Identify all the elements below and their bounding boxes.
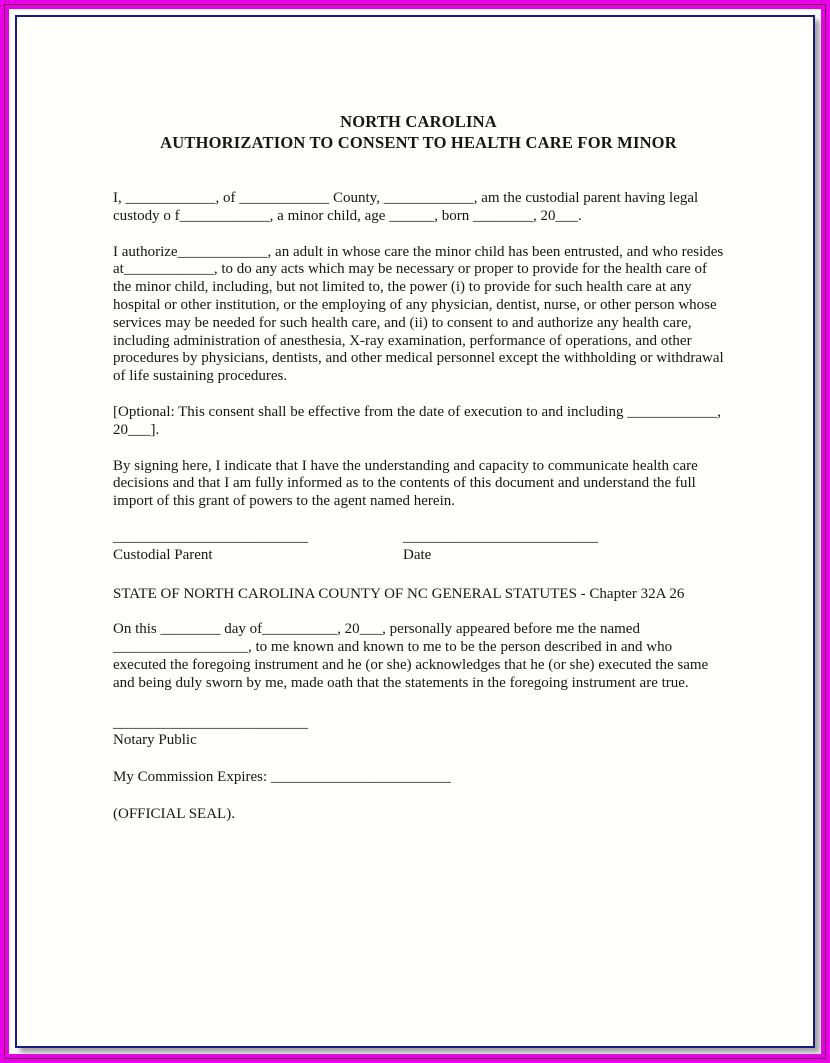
notary-public-label: Notary Public xyxy=(113,732,197,749)
notary-statement-paragraph: On this ________ day of__________, 20___, personally appeared before me the named __________________, to me known and known to me to be the person described in and who executed the foregoing instrument and he (or she) acknowledges that he (or she) executed the same and being duly sworn by me, made oath that the statements in the foregoing instrument are true. xyxy=(113,621,709,691)
document-page xyxy=(15,15,815,1048)
official-seal-text: (OFFICIAL SEAL). xyxy=(113,805,235,822)
optional-clause-paragraph: [Optional: This consent shall be effective from the date of execution to and including ____________, 20___]. xyxy=(113,403,722,438)
custodial-parent-label: Custodial Parent xyxy=(113,546,213,563)
notary-signature-line: __________________________ xyxy=(113,714,308,731)
document-title xyxy=(113,111,724,153)
state-heading: STATE OF NORTH CAROLINA COUNTY OF NC GENERAL STATUTES - Chapter 32A 26 xyxy=(113,585,685,602)
signature-block xyxy=(113,529,724,565)
title-line-1: NORTH CAROLINA xyxy=(340,112,497,131)
custodial-parent-signature xyxy=(113,529,403,565)
authorization-paragraph: I authorize____________, an adult in whose care the minor child has been entrusted, and who resides at____________, to do any acts which may be necessary or proper to provide for the health care of the minor child, including, but not limited to, the power (i) to provide for such health care at any hospital or other institution, or the employing of any physician, dentist, nurse, or other person whose services may be needed for such health care, and (ii) to consent to and authorize any health care, including administration of anesthesia, X-ray examination, performance of operations, and other procedures by physicians, dentists, and other medical personnel except the withholding or withdrawal of life sustaining procedures. xyxy=(113,243,724,385)
notary-block xyxy=(113,715,724,751)
date-signature xyxy=(403,529,598,565)
date-signature-line: __________________________ xyxy=(403,528,598,545)
document-content xyxy=(17,17,813,824)
custodial-parent-signature-line: __________________________ xyxy=(113,528,308,545)
signing-statement-paragraph: By signing here, I indicate that I have the understanding and capacity to communicate health care decisions and that I am fully informed as to the contents of this document and understand the full import of this grant of powers to the agent named herein. xyxy=(113,457,698,510)
title-line-2: AUTHORIZATION TO CONSENT TO HEALTH CARE FOR MINOR xyxy=(160,133,677,152)
intro-paragraph: I, ____________, of ____________ County, ____________, am the custodial parent having legal custody o f____________, a minor child, age ______, born ________, 20___. xyxy=(113,190,699,224)
date-label: Date xyxy=(403,546,432,563)
commission-expires-line: My Commission Expires: ________________________ xyxy=(113,769,451,786)
